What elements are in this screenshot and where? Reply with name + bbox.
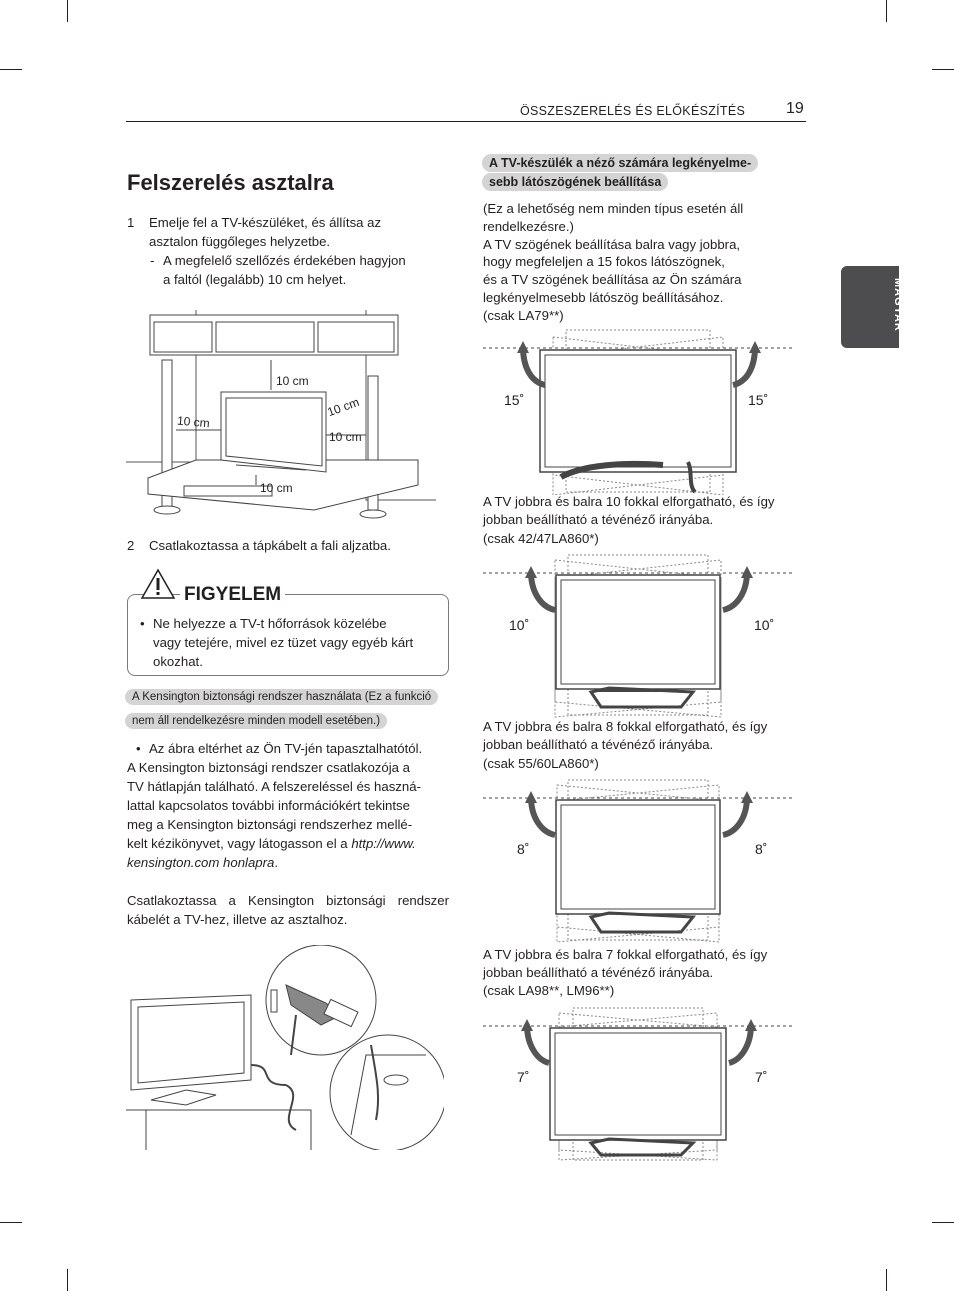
bullet: • [140,616,145,631]
model-note: (csak LA79**) [483,308,564,323]
swivel-diagram [483,327,795,495]
crop-mark [0,69,22,70]
body-text: A Kensington biztonsági rendszer csatlakozója a [127,760,410,775]
warning-title: FIGYELEM [180,584,285,606]
warning-text: okozhat. [153,654,203,669]
body-text: Csatlakoztassa a Kensington biztonsági rendszer [127,893,449,908]
body-text: jobban beállítható a tévénéző irányába. [483,737,714,752]
page-title: Felszerelés asztalra [127,170,334,195]
section-pill: A Kensington biztonsági rendszer használata (Ez a funkció [125,689,438,705]
crop-mark [67,0,68,22]
warning-text: vagy tetejére, mivel ez tüzet vagy egyéb kárt [153,635,414,650]
model-note: (csak 55/60LA860*) [483,756,599,771]
dimension-label: 10 cm [325,394,362,420]
body-text: hogy megfeleljen a 15 fokos látószögnek, [483,254,725,269]
crop-mark [0,1222,22,1223]
website-link[interactable]: http://www. [351,836,416,851]
body-text [127,835,416,854]
step-text: asztalon függőleges helyzetbe. [149,234,331,249]
header-rule [126,121,806,122]
body-text-part: . [274,855,279,870]
swivel-diagram [483,777,795,945]
dimension-label: 10 cm [329,430,362,444]
section-pill: nem áll rendelkezésre minden modell esetében.) [125,713,387,729]
crop-mark [886,0,887,22]
dimension-label: 10 cm [176,413,211,431]
body-text [127,854,278,873]
step-text: Emelje fel a TV-készüléket, és állítsa az [149,215,382,230]
page-number: 19 [786,100,804,117]
warning-text: Ne helyezze a TV-t hőforrások közelébe [153,616,387,631]
website-link[interactable]: kensington.com honlapra [127,855,275,870]
sub-text: a faltól (legalább) 10 cm helyet. [163,272,347,287]
angle-label: 7˚ [755,1069,768,1085]
swivel-diagram [483,552,795,720]
body-text: és a TV szögének beállítása az Ön számára [483,272,742,287]
crop-mark [67,1269,68,1291]
body-text: A TV szögének beállítása balra vagy jobbra, [483,237,741,252]
angle-label: 15˚ [748,392,769,408]
body-text-part: kelt kézikönyvet, vagy látogasson el a [127,836,352,851]
sub-text: A megfelelő szellőzés érdekében hagyjon [163,253,406,268]
body-text: rendelkezésre.) [483,219,574,234]
body-text: jobban beállítható a tévénéző irányába. [483,965,714,980]
body-text: kábelét a TV-hez, illetve az asztalhoz. [127,912,348,927]
angle-label: 15˚ [504,392,525,408]
section-title: ÖSSZESZERELÉS ÉS ELŐKÉSZÍTÉS [520,104,746,118]
step-text: Csatlakoztassa a tápkábelt a fali aljzatba. [149,538,391,553]
angle-label: 8˚ [517,841,530,857]
step-number: 1 [127,215,135,230]
crop-mark [932,69,954,70]
angle-label: 7˚ [517,1069,530,1085]
crop-mark [932,1222,954,1223]
body-text: TV hátlapján található. A felszereléssel és haszná- [127,779,421,794]
model-note: (csak LA98**, LM96**) [483,983,615,998]
angle-label: 8˚ [755,841,768,857]
body-text: jobban beállítható a tévénéző irányába. [483,512,714,527]
body-text: A TV jobbra és balra 7 fokkal elforgatható, és így [483,947,768,962]
angle-label: 10˚ [754,617,775,633]
body-text: A TV jobbra és balra 8 fokkal elforgatható, és így [483,719,768,734]
model-note: (csak 42/47LA860*) [483,531,599,546]
dimension-label: 10 cm [276,374,309,388]
section-pill: A TV-készülék a néző számára legkényelme- [482,154,758,172]
sub-dash: - [150,253,155,268]
crop-mark [886,1269,887,1291]
language-tab [841,266,904,348]
step-number: 2 [127,538,135,553]
kensington-lock-illustration [126,945,444,1150]
bullet-text: Az ábra eltérhet az Ön TV-jén tapasztalhatótól. [149,741,423,756]
dimension-label: 10 cm [260,481,293,495]
body-text: (Ez a lehetőség nem minden típus esetén áll [483,201,744,216]
body-text: legkényelmesebb látószög beállításához. [483,290,724,305]
body-text: meg a Kensington biztonsági rendszerhez mellé- [127,817,413,832]
warning-icon [140,568,176,600]
language-tab-label: MAGYAR [892,278,904,332]
section-pill: sebb látószögének beállítása [482,173,668,191]
swivel-diagram [483,1005,795,1163]
angle-label: 10˚ [509,617,530,633]
bullet: • [136,741,141,756]
body-text: lattal kapcsolatos további információkért tekintse [127,798,410,813]
body-text: A TV jobbra és balra 10 fokkal elforgatható, és így [483,494,775,509]
